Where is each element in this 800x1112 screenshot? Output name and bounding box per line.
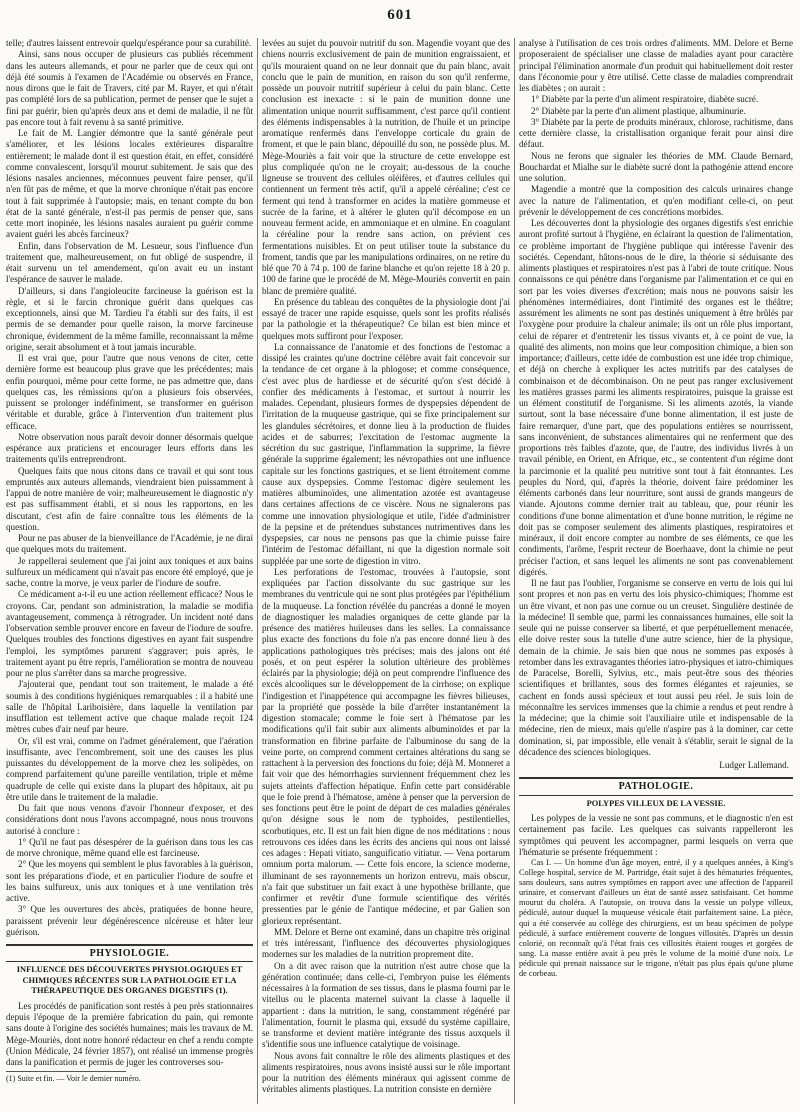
paragraph: Il est vrai que, pour l'autre que nous venons de citer, cette dernière forme est beaucoup plus grave que les précédentes; mais enfin pourquoi, même pour cette forme, ne pas admettre que, dans quelques cas, les rémissions qu'on a plusieurs fois observées, puissent se prolonger indéfiniment, se transformer en guérison véritable et durable, grâce à l'intervention d'un traitement plus efficace. <box>6 353 253 431</box>
paragraph: D'ailleurs, si dans l'angioleucite farcineuse la guérison est la règle, et si le farcin chronique guérit dans quelques cas exceptionnels, ainsi que M. Tardieu l'a établi sur des faits, il est permis de se demander pour quelle raison, la morve farcineuse chronique, évidemment de la même famille, reconnaissant la même origine, serait absolument et à tout jamais incurable. <box>6 285 253 352</box>
paragraph: On a dit avec raison que la nutrition n'est autre chose que la génération continuée; dans celle-ci, l'embryon puise les éléments nécessaires à la formation de ses tissus, dans le plasma fourni par le vitellus ou le placenta maternel suivant la classe à laquelle il appartient : dans la nutrition, le sang, constamment régénéré par l'alimentation, fournit le plasma qui, exsudé du système capillaire, se transforme et devient matière intégrante des tissus auxquels il s'identifie sous une influence catalytique de voisinage. <box>262 960 510 1050</box>
column-2 <box>262 38 510 1102</box>
article-subheading: POLYPES VILLEUX DE LA VESSIE. <box>586 798 726 808</box>
author-signature: Ludger Lallemand. <box>719 760 789 770</box>
paragraph: analyse à l'utilisation de ces trois ordres d'aliments. MM. Delore et Berne proposeraient de spécialiser une classe de maladies ayant pour caractère principal l'élimination anormale d'un produit qui habituellement doit rester dans l'économie pour y être utilisé. Cette classe de maladies comprendrait les diabètes ; on aurait : <box>519 38 793 93</box>
paragraph: Les procédés de panification sont restés à peu près stationnaires depuis l'époque de la première fabrication du pain, qui remonte sans doute à l'origine des sociétés humaines; mais les travaux de M. Mège-Mouriès, dont notre honoré rédacteur en chef a rendu compte (Union Médicale, 24 février 1857), ont réalisé un immense progrès dans la panification et permis de juger les controverses sou- <box>6 1000 253 1067</box>
paragraph: Notre observation nous paraît devoir donner désormais quelque espérance aux praticiens et encourager leurs efforts dans les traitements qu'ils entreprendront. <box>6 431 253 465</box>
paragraph: Je rappellerai seulement que j'ai joint aux toniques et aux bains sulfureux un médicament qui n'avait pas encore été employé, que je sache, contre la morve, je veux parler de l'iodure de soufre. <box>6 555 253 588</box>
paragraph: En présence du tableau des conquêtes de la physiologie dont j'ai essayé de tracer une rapide esquisse, quels sont les profits réalisés par la pathologie et la thérapeutique? Ce bilan est bien mince et quelques mots suffiront pour l'exposer. <box>262 296 510 341</box>
paragraph: Or, s'il est vrai, comme on l'admet généralement, que l'aération insuffisante, avec l'encombrement, soit une des causes les plus puissantes du développement de la morve chez les solipèdes, on comprend parfaitement qu'une pareille ventilation, triple et même quadruple de celle qui existe dans la plupart des hôpitaux, ait pu être utile dans le traitement de la maladie. <box>6 735 253 802</box>
conclusion-item: 1° Qu'il ne faut pas désespérer de la guérison dans tous les cas de morve chronique, même quand elle est farcineuse. <box>6 836 253 858</box>
paragraph: Les découvertes dont la physiologie des organes digestifs s'est enrichie auront profité surtout à l'hygiène, en éclairant la question de l'alimentation, ce problème important de l'hygiène publique qui intéresse l'avenir des sociétés. Cependant, hâtons-nous de le dire, la théorie si séduisante des aliments plastiques et respiratoires n'est pas à l'abri de toute critique. Nous connaissons ce qui pénètre dans l'organisme par l'alimentation et ce qui en sort par les voies diverses d'excrétion; mais nous ne pouvons saisir les phénomènes intermédiaires, dont l'intimité des organes est le théâtre; assurément les aliments ne sont pas destinés uniquement à être brûlés par l'oxygène pour produire la chaleur animale; ils ont un rôle plus important, celui de réparer et d'entretenir les tissus vivants et, à ce point de vue, la qualité des aliments, non moins que leur composition chimique, a bien son importance; d'ailleurs, cette idée de combustion est une idée trop chimique, et déjà on cherche à expliquer les actes nutritifs par des catalyses de combinaison et de décombinaison. On ne peut pas ranger exclusivement les matières grasses parmi les aliments respiratoires, puisque la graisse est un élément constitutif de l'organisme. Si les aliments azotés, la viande surtout, sont la base nécessaire d'une bonne alimentation, il est juste de faire remarquer, d'une part, que des populations entières se nourrissent, sans inconvénient, de substances alimentaires qui ne renferment que des proportions très faibles d'azote, que, de l'autre, des individus livrés à un travail pénible, en Orient, en Afrique, etc., se contentent d'un régime dont la parcimonie et la qualité peu nutritive sont tout à fait étonnantes. Les peuples du Nord, qui, d'après la théorie, doivent faire prédominer les éléments carbonés dans leur nourriture, sont aussi de grands mangeurs de viande. Ajoutons comme dernier trait au tableau, que, pour réunir les conditions d'une bonne alimentation et d'une bonne nutrition, le régime ne doit pas se composer seulement des aliments plastiques, respiratoires et minéraux, il doit encore compter au nombre de ses éléments, ce que les condiments, l'arôme, l'esprit recteur de Boerhaave, dont la chimie ne peut préciser l'action, et sans lequel les aliments ne sont pas convenablement digérés. <box>519 218 793 577</box>
paragraph: J'ajouterai que, pendant tout son traitement, le malade a été soumis à des conditions hygiéniques remarquables : il a habité une salle de l'hôpital Lariboisière, dans laquelle la ventilation par insufflation est tellement active que chaque malade reçoit 124 mètres cubes d'air neuf par heure. <box>6 679 253 735</box>
paragraph: Il ne faut pas l'oublier, l'organisme se conserve en vertu de lois qui lui sont propres et non pas en vertu des lois physico-chimiques; l'homme est un être vivant, et non pas une cornue ou un creuset. Singulière destinée de la médecine! Il semble que, parmi les connaissances humaines, elle soit la seule qui ne puisse conserver sa liberté, et que perpétuellement menacée, elle doive rester sous la tutelle d'une autre science, hier de la physique, demain de la chimie. Je sais bien que nous ne sommes pas exposés à retomber dans les extravagantes théories iatro-physiques et iatro-chimiques de Paracelse, Borelli, Sylvius, etc., mais peut-être sous des théories scientifiques et brillantes, sous des formes élégantes et rajeunies, se cachent en fonds aussi spécieux et tout aussi peu réel. Je suis loin de méconnaître les services immenses que la chimie a rendus et peut rendre à la médecine; que la chimie soit l'auxiliaire utile et indispensable de la médecine, rien de mieux, mais qu'elle n'aspire pas à la dominer, car cette domination, si, par impossible, elle venait à s'établir, serait le signal de la décadence des sciences biologiques. <box>519 578 793 757</box>
paragraph: Nous ne ferons que signaler les théories de MM. Claude Bernard, Bouchardat et Mialhe sur le diabète sucré dont la pathogénie attend encore une solution. <box>519 150 793 183</box>
paragraph: MM. Delore et Berne ont examiné, dans un chapitre très original et très intéressant, l'influence des découvertes physiologiques modernes sur les maladies de la nutrition proprement dite. <box>262 926 510 960</box>
article-subheading: INFLUENCE DES DÉCOUVERTES PHYSIOLOGIQUES ET CHIMIQUES RÉCENTES SUR LA PATHOLOGIE ET LA THÉRAPEUTIQUE DES ORGANES DIGESTIFS (1). <box>16 965 243 996</box>
section-title: PHYSIOLOGIE. <box>6 944 253 962</box>
list-item: 1° Diabète par la perte d'un aliment respiratoire, diabète sucré. <box>531 94 759 105</box>
column-divider <box>257 38 258 1104</box>
paragraph: Enfin, dans l'observation de M. Lesueur, sous l'influence d'un traitement que, malheureusement, on fut obligé de suspendre, il était survenu un tel amendement, qu'on avait eu un instant l'espérance de sauver le malade. <box>6 240 253 285</box>
paragraph: Les perforations de l'estomac, trouvées à l'autopsie, sont expliquées par l'action dissolvante du suc gastrique sur les membranes du ventricule qui ne sont plus protégées par l'épithélium de la muqueuse. La fonction révélée du pancréas a donné le moyen de diagnostiquer les maladies organiques de cette glande par la présence des matières huileuses dans les selles. La connaissance plus exacte des fonctions du foie n'a pas encore donné lieu à des applications pathologiques très précises; mais des jalons ont été posés, et on peut espérer la solution ultérieure des problèmes éclairés par la physiologie; déjà on peut comprendre l'influence des excès alcooliques sur le développement de la cirrhose; on explique l'indigestion et l'inappétence qui accompagne les fièvres bilieuses, par la propriété que possède la bile d'arrêter instantanément la digestion stomacale; comme le foie sert à l'hématose par les modifications qu'il fait subir aux aliments albuminoïdes et par la transformation en fibrine parfaite de l'albuminose du sang de la veine porte, on comprend comment certaines altérations du sang se rattachent à la perversion des fonctions du foie; déjà M. Monneret a fait voir que des hémorrhagies surviennent fréquemment chez les sujets atteints d'affection hépatique. Enfin cette part considérable que le foie prend à l'hématose, amène à penser que la perversion de ses fonctions peut être le point de départ de ces maladies générales qu'on désigne sous le nom de typhoïdes, pestilentielles, scorbutiques, etc. Il est un fait bien digne de nos méditations : nous retrouvons ces idées dans les écrits des anciens qui nous ont laissé ces adages : Hepati vitiato, sanguificatio vitiatur. — Vena portarum omnium porta malorum. — Cette fois encore, la science moderne, illuminant de ses rayonnements un horizon entrevu, mais obscur, n'a fait que substituer un fait exact à une hypothèse brillante, que confirmer et revêtir d'une formule scientifique des vérités pressenties par le génie de l'antique médecine, et par Galien son glorieux représentant. <box>262 566 510 926</box>
column-divider <box>514 38 515 1104</box>
conclusion-item: 2° Que les moyens qui semblent le plus favorables à la guérison, sont les préparations d'iode, et en particulier l'iodure de soufre et les bains sulfureux, unis aux toniques et à une ventilation très active. <box>6 859 253 903</box>
paragraph: Magendie a montré que la composition des calculs urinaires change avec la nature de l'alimentation, et qu'en modifiant celle-ci, on peut prévenir le développement de ces concrétions morbides. <box>519 184 793 217</box>
column-3 <box>519 38 793 1102</box>
list-item: 3° Diabète par la perte de produits minéraux, chlorose, rachitisme, dans cette dernière classe, la cristallisation organique ferait pour ainsi dire défaut. <box>519 116 793 150</box>
paragraph: Ce médicament a-t-il eu une action réellement efficace? Nous le croyons. Car, pendant son administration, la maladie se modifia avantageusement, commença à rétrograder. Un incident noté dans l'observation semble prouver encore en faveur de l'iodure de soufre. Quelques troubles des fonctions digestives en ayant fait suspendre l'emploi, les symptômes parurent s'aggraver; puis après, le traitement ayant pu être repris, l'amélioration se montra de nouveau pour ne plus s'arrêter dans sa marche progressive. <box>6 589 253 678</box>
paragraph: levées au sujet du pouvoir nutritif du son. Magendie voyant que des chiens nourris exclusivement de pain de munition engraissaient, et qu'ils mouraient quand on ne leur donnait que du pain blanc, avait conclu que le pain de munition, en raison du son qu'il renferme, possède un pouvoir nutritif supérieur à celui du pain blanc. Cette conclusion est inexacte : si le pain de munition donne une alimentation unique nourrit suffisamment, c'est parce qu'il contient des éléments indispensables à la nutrition, de l'huile et un principe aromatique renfermés dans l'enveloppe corticale du grain de froment, et que le pain blanc, dépouillé du son, ne possède plus. M. Mège-Mouriès a fait voir que la structure de cette enveloppe est plus compliquée qu'on ne le croyait; au-dessous de la couche ligneuse se trouvent des cellules oléifères, et d'autres cellules qui contiennent un ferment très actif, qu'il a appelé céréaline; c'est ce ferment qui tend à transformer en acides la matière gommeuse et sucrée de la farine, et à altérer le gluten qu'il décompose en un nouveau ferment acide, en ammoniaque et en ulmine. En coagulant la céréaline pour la rendre sans action, on prévient ces fermentations nuisibles. Et on peut utiliser toute la substance du froment, tandis que par les manipulations ordinaires, on ne retire du blé que 70 à 74 p. 100 de farine blanche et qu'on rejette 18 à 20 p. 100 de farine que le procédé de M. Mège-Mouriès convertit en pain blanc de première qualité. <box>262 38 510 296</box>
paragraph: Les polypes de la vessie ne sont pas communs, et le diagnostic n'en est certainement pas facile. Les quelques cas suivants rappelleront les symptômes qui peuvent les accompagner, parmi lesquels on verra que l'hématurie se présente fréquemment : <box>519 813 793 857</box>
footnote: (1) Suite et fin. — Voir le dernier numéro. <box>6 1071 126 1084</box>
conclusion-item: 3° Que les ouvertures des abcès, pratiquées de bonne heure, paraissent prévenir leur dégénérescence ulcéreuse et hâter leur guérison. <box>6 904 253 937</box>
paragraph: La connaissance de l'anatomie et des fonctions de l'estomac a dissipé les craintes qu'une doctrine célèbre avait fait concevoir sur la tendance de cet organe à la phlogose; et comme conséquence, c'est avec plus de hardiesse et de sécurité qu'on s'est décidé à confier des médicaments à l'estomac, et surtout à nourrir les malades. Cependant, plusieurs formes de dyspepsies dépendent de l'irritation de la muqueuse gastrique, qui se fixe principalement sur les glandules sécrétoires, et donne lieu à la production de fluides acides et de saburres; l'excitation de l'estomac augmente la sécrétion du suc gastrique, l'inflammation la supprime, la fièvre générale la supprime également; les névropathies ont une influence capitale sur les fonctions gastriques, et se lient étroitement comme cause aux dyspepsies. Comme l'estomac digère seulement les matières albuminoïdes, une alimentation azotée est avantageuse dans certaines affections de ce viscère. Nous ne signalerons pas comme une innovation physiologique et utile, l'idée d'administrer de la pepsine et de prétendues substances nutrimentives dans les dyspepsies, car nous ne pensons pas que la chimie puisse faire l'intérim de l'estomac défaillant, ni que la digestion normale soit suppléée par une sorte de digestion in vitro. <box>262 341 510 566</box>
paragraph: Le fait de M. Langier démontre que la santé générale peut s'améliorer, et les lésions locales extérieures disparaître entièrement; le malade dont il est question était, en effet, considéré comme convalescent, lorsqu'il mourut subitement. Je sais que des lésions nasales anciennes, méconnues peuvent faire penser, qu'il n'en fût pas de même, et que la morve chronique n'était pas encore tout à fait supprimée à l'autopsie; mais, en tenant compte du bon état de la santé générale, n'est-il pas permis de penser que, sans cette mort inopinée, les lésions nasales auraient pu guérir comme avaient guéri les abcès farcineux? <box>6 128 253 240</box>
paragraph: Quelques faits que nous citons dans ce travail et qui sont tous empruntés aux auteurs allemands, viendraient bien puissamment à l'appui de notre manière de voir; malheureusement le diagnostic n'y est pas suffisamment établi, et si nous les rapportons, en les discutant, c'est afin de faire connaître tous les éléments de la question. <box>6 465 253 532</box>
paragraph: Ainsi, sans nous occuper de plusieurs cas publiés récemment dans les auteurs allemands, et pour ne parler que de ceux qui ont déjà été soumis à l'examen de l'Académie ou observés en France, nous dirons que le fait de Travers, cité par M. Rayer, et qui n'était pas complété lors de sa publication, permet de penser que le sujet a fini par guérir, bien qu'après deux ans et demi de maladie, il ne fût pas encore tout à fait revenu à sa santé primitive. <box>6 49 253 127</box>
paragraph: Nous avons fait connaître le rôle des aliments plastiques et des aliments respiratoires, nous avons insisté aussi sur le rôle important pour la nutrition des éléments minéraux qui agissent comme de véritables aliments plastiques. La nutrition consiste en dernière <box>262 1050 510 1095</box>
column-1 <box>6 38 253 1102</box>
section-title: PATHOLOGIE. <box>519 777 793 795</box>
paragraph: Du fait que nous venons d'avoir l'honneur d'exposer, et des considérations dont nous l'avons accompagné, nous nous trouvons autorisé à conclure : <box>6 803 253 836</box>
paragraph: telle; d'autres laissent entrevoir quelqu'espérance pour sa curabilité. <box>6 38 252 48</box>
list-item: 2° Diabète par la perte d'un aliment plastique, albuminurie. <box>531 105 746 116</box>
page-number: 601 <box>387 7 413 23</box>
case-report: Cas I. — Un homme d'un âge moyen, entré, il y a quelques années, à King's College hospital, service de M. Partridge, était sujet à des hématuries fréquentes, sans douleurs, sans autres symptômes en rapport avec une affection de l'appareil urinaire, et conservant d'ailleurs un état de santé assez satisfaisant. Cet homme mourut du choléra. A l'autopsie, on trouva dans la vessie un polype villeux, pédiculé, autour duquel la muqueuse vésicale était parfaitement saine. La pièce, qui a été conservée au collège des chirurgiens, est un beau spécimen de polype pédiculé, à surface entièrement couverte de longues villosités. D'après un dessin colorié, on reconnaît qu'à l'état frais ces villosités étaient rouges et gorgées de sang. La masse entière avait à peu près le volume de la moitié d'une noix. Le pédicule qui prenait naissance sur le trigone, n'était pas plus épais qu'une plume de corbeau. <box>519 858 793 979</box>
paragraph: Pour ne pas abuser de la bienveillance de l'Académie, je ne dirai que quelques mots du traitement. <box>6 533 253 555</box>
